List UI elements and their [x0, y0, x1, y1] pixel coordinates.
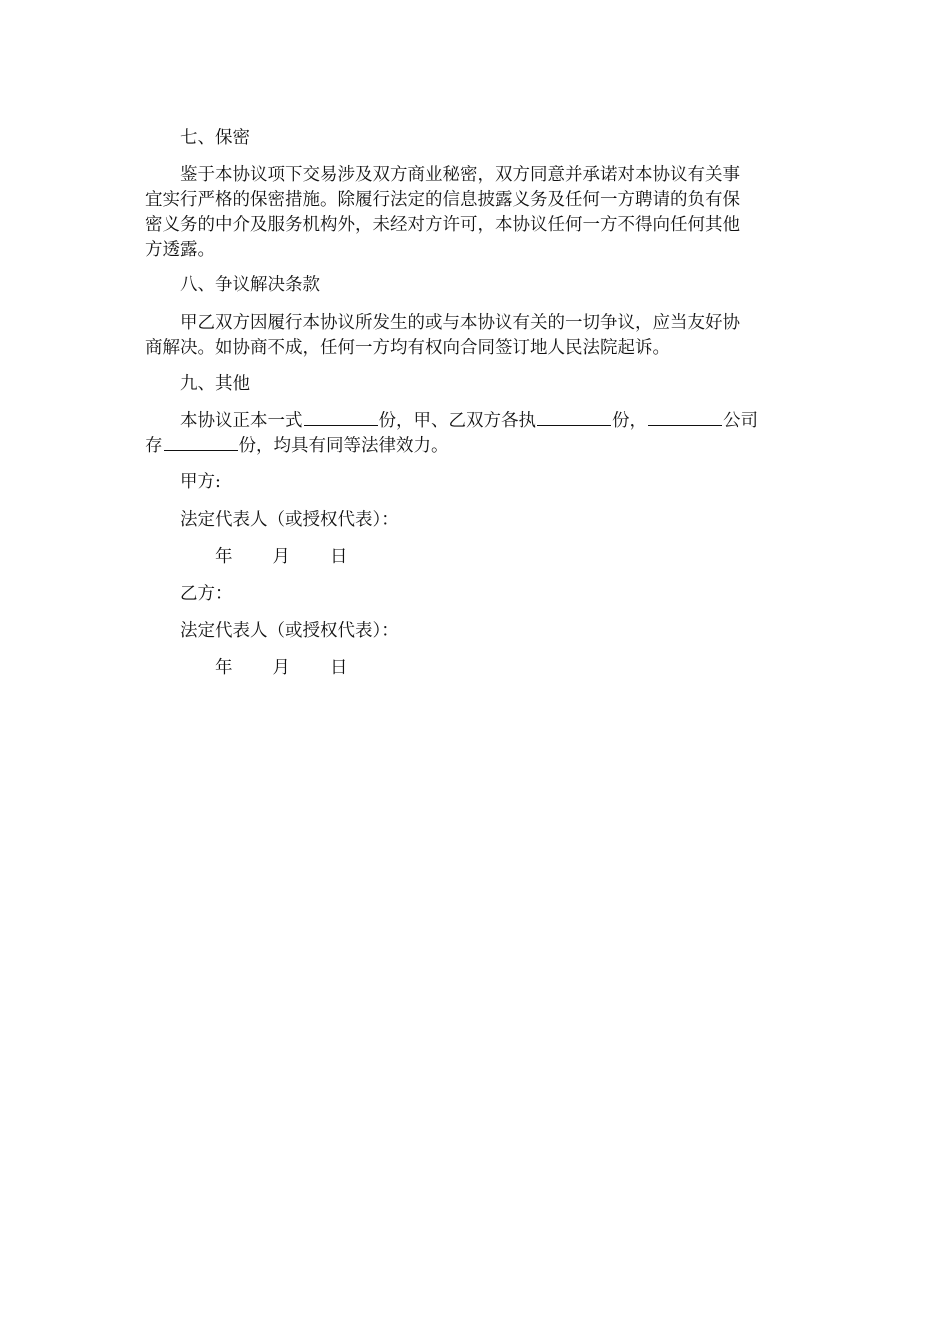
heading-confidentiality: 七、保密: [180, 128, 250, 148]
copies-text: 公司: [723, 411, 758, 431]
blank-total-copies: [304, 409, 378, 426]
paragraph-line: 甲乙双方因履行本协议所发生的或与本协议有关的一切争议，应当友好协: [180, 313, 740, 333]
paragraph-line: 方透露。: [145, 240, 215, 260]
blank-company-copies: [164, 434, 238, 451]
party-a-label: 甲方:: [180, 472, 221, 492]
copies-text: 份，: [612, 411, 647, 431]
date-day: 日: [330, 658, 348, 678]
date-day: 日: [330, 547, 348, 567]
date-month: 月: [272, 658, 290, 678]
blank-company-name: [648, 409, 722, 426]
paragraph-line: 密义务的中介及服务机构外，未经对方许可，本协议任何一方不得向任何其他: [145, 215, 740, 235]
copies-text: 份，甲、乙双方各执: [378, 411, 536, 431]
paragraph-line: 鉴于本协议项下交易涉及双方商业秘密，双方同意并承诺对本协议有关事: [180, 165, 740, 185]
date-month: 月: [272, 547, 290, 567]
blank-each-party-copies: [537, 409, 611, 426]
party-a-date: [145, 544, 867, 570]
copies-line-1: [145, 408, 832, 434]
heading-other: 九、其他: [180, 374, 250, 394]
party-b-date: [145, 655, 867, 681]
date-year: 年: [215, 658, 233, 678]
party-b-label: 乙方：: [180, 584, 233, 604]
date-year: 年: [215, 547, 233, 567]
copies-text: 本协议正本一式: [180, 411, 303, 431]
copies-text: 份，均具有同等法律效力。: [238, 436, 449, 456]
copies-text: 存: [145, 436, 163, 456]
paragraph-line: 商解决。如协商不成，任何一方均有权向合同签订地人民法院起诉。: [145, 338, 670, 358]
party-b-representative: 法定代表人（或授权代表）：: [180, 621, 399, 641]
paragraph-line: 宜实行严格的保密措施。除履行法定的信息披露义务及任何一方聘请的负有保: [145, 190, 740, 210]
party-a-representative: 法定代表人（或授权代表）：: [180, 510, 399, 530]
heading-dispute: 八、争议解决条款: [180, 275, 320, 295]
copies-line-2: [145, 433, 797, 459]
